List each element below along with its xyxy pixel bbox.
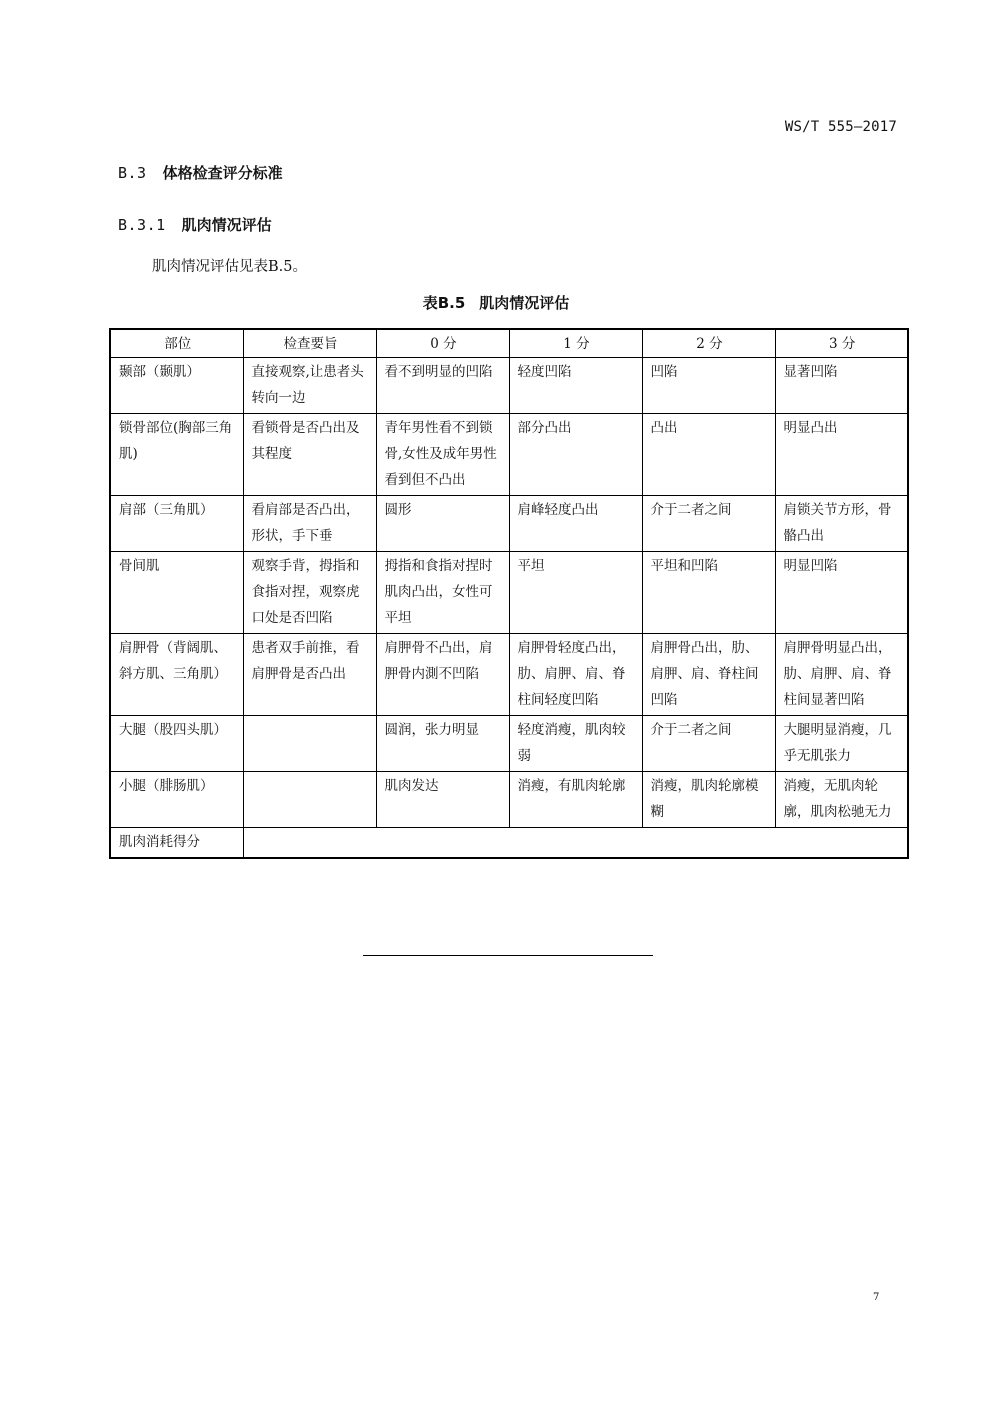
table-cell: 看锁骨是否凸出及其程度 <box>243 414 376 496</box>
table-cell: 显著凹陷 <box>775 358 908 414</box>
section-number: B.3.1 <box>118 216 166 234</box>
table-cell: 肌肉发达 <box>376 772 509 828</box>
table-cell: 圆润，张力明显 <box>376 716 509 772</box>
score-row-label: 肌肉消耗得分 <box>110 828 243 859</box>
table-cell: 圆形 <box>376 496 509 552</box>
table-cell: 消瘦，肌肉轮廓模糊 <box>642 772 775 828</box>
table-title: 肌肉情况评估 <box>479 294 570 312</box>
table-cell: 消瘦，有肌肉轮廓 <box>509 772 642 828</box>
table-cell: 凸出 <box>642 414 775 496</box>
table-cell: 明显凸出 <box>775 414 908 496</box>
table-cell: 看肩部是否凸出，形状，手下垂 <box>243 496 376 552</box>
table-cell: 凹陷 <box>642 358 775 414</box>
table-cell: 大腿（股四头肌） <box>110 716 243 772</box>
column-header: 1 分 <box>509 329 642 358</box>
table-cell: 肩胛骨不凸出，肩胛骨内測不凹陷 <box>376 634 509 716</box>
table-cell: 锁骨部位(胸部三角肌) <box>110 414 243 496</box>
section-title: 体格检查评分标准 <box>162 164 283 182</box>
page-number: 7 <box>873 1292 880 1303</box>
section-heading-b3 <box>118 162 283 183</box>
table-row <box>110 552 908 634</box>
table-cell: 肩部（三角肌） <box>110 496 243 552</box>
table-cell <box>243 716 376 772</box>
table-row <box>110 716 908 772</box>
score-row <box>110 828 908 859</box>
table-row <box>110 772 908 828</box>
table-cell: 肩锁关节方形，骨骼凸出 <box>775 496 908 552</box>
standard-code: WS/T 555—2017 <box>784 119 897 135</box>
column-header: 2 分 <box>642 329 775 358</box>
table-cell <box>243 772 376 828</box>
table-cell: 大腿明显消瘦，几乎无肌张力 <box>775 716 908 772</box>
table-cell: 肩胛骨凸出，肋、肩胛、肩、脊柱间凹陷 <box>642 634 775 716</box>
table-cell: 肩胛骨明显凸出，肋、肩胛、肩、脊柱间显著凹陷 <box>775 634 908 716</box>
table-cell: 肩胛骨轻度凸出，肋、肩胛、肩、脊柱间轻度凹陷 <box>509 634 642 716</box>
section-title: 肌肉情况评估 <box>181 216 272 234</box>
table-row <box>110 414 908 496</box>
table-cell: 直接观察,让患者头转向一边 <box>243 358 376 414</box>
table-cell: 消瘦，无肌肉轮廓，肌肉松驰无力 <box>775 772 908 828</box>
column-header: 0 分 <box>376 329 509 358</box>
table-row <box>110 358 908 414</box>
table-caption <box>0 292 992 313</box>
column-header: 3 分 <box>775 329 908 358</box>
table-cell: 平坦和凹陷 <box>642 552 775 634</box>
table-cell: 拇指和食指对捏时肌肉凸出，女性可平坦 <box>376 552 509 634</box>
table-cell: 平坦 <box>509 552 642 634</box>
table-cell: 观察手背，拇指和食指对捏，观察虎口处是否凹陷 <box>243 552 376 634</box>
section-number: B.3 <box>118 164 147 182</box>
table-cell: 介于二者之间 <box>642 716 775 772</box>
muscle-assessment-table <box>109 328 909 859</box>
table-row <box>110 634 908 716</box>
table-cell: 看不到明显的凹陷 <box>376 358 509 414</box>
table-cell: 介于二者之间 <box>642 496 775 552</box>
table-cell: 轻度消瘦，肌肉较弱 <box>509 716 642 772</box>
table-cell: 小腿（腓肠肌） <box>110 772 243 828</box>
table-cell: 轻度凹陷 <box>509 358 642 414</box>
table-cell: 明显凹陷 <box>775 552 908 634</box>
table-cell: 骨间肌 <box>110 552 243 634</box>
intro-paragraph: 肌肉情况评估见表B.5。 <box>152 259 307 275</box>
column-header: 检查要旨 <box>243 329 376 358</box>
table-cell: 患者双手前推，看肩胛骨是否凸出 <box>243 634 376 716</box>
table-cell: 部分凸出 <box>509 414 642 496</box>
table-header-row <box>110 329 908 358</box>
table-number: 表B.5 <box>422 294 466 312</box>
table-cell: 颞部（颞肌） <box>110 358 243 414</box>
end-of-section-rule <box>363 955 653 956</box>
table-row <box>110 496 908 552</box>
table-cell: 肩峰轻度凸出 <box>509 496 642 552</box>
score-row-value <box>243 828 908 859</box>
table-cell: 肩胛骨（背阔肌、斜方肌、三角肌） <box>110 634 243 716</box>
column-header: 部位 <box>110 329 243 358</box>
table-cell: 青年男性看不到锁骨,女性及成年男性看到但不凸出 <box>376 414 509 496</box>
section-heading-b3-1 <box>118 214 272 235</box>
